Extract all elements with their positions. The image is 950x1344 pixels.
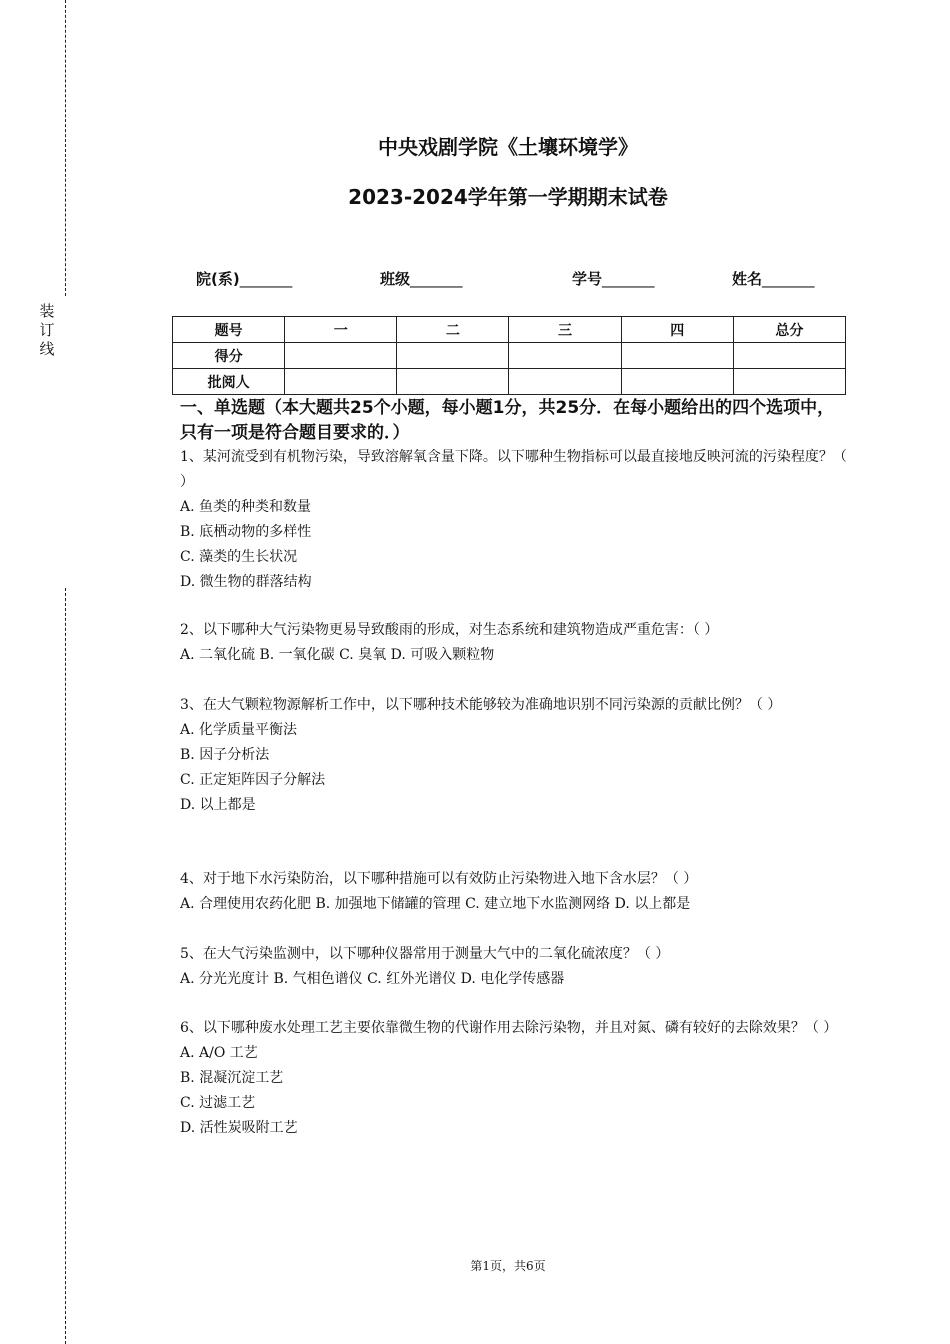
score-table-row [173, 343, 846, 369]
question-option: A. 化学质量平衡法 [180, 722, 298, 738]
score-cell [509, 369, 621, 395]
question-option: A. 分光光度计 B. 气相色谱仪 C. 红外光谱仪 D. 电化学传感器 [180, 971, 565, 987]
score-cell [621, 369, 733, 395]
score-table [172, 316, 846, 395]
score-header-cell: 二 [397, 317, 509, 343]
score-cell [733, 369, 845, 395]
info-blank: _______ [602, 270, 655, 288]
score-header-cell: 四 [621, 317, 733, 343]
info-blank: _______ [239, 270, 293, 288]
question-option: A. 合理使用农药化肥 B. 加强地下储罐的管理 C. 建立地下水监测网络 D. 以上都是 [180, 896, 691, 912]
score-cell [509, 343, 621, 369]
info-label: 姓名 [732, 270, 763, 288]
question-option: C. 藻类的生长状况 [180, 549, 298, 565]
question-4 [180, 867, 852, 917]
info-field-student-id [572, 268, 655, 289]
question-stem: 5、在大气污染监测中，以下哪种仪器常用于测量大气中的二氧化硫浓度？（ ） [180, 946, 670, 962]
binding-label: 装订线 [39, 302, 55, 358]
info-field-class [380, 268, 463, 289]
score-cell [733, 343, 845, 369]
question-3 [180, 693, 852, 818]
question-2 [180, 618, 852, 668]
score-cell [621, 343, 733, 369]
question-option: A. A/O 工艺 [180, 1045, 258, 1061]
info-label: 院(系) [196, 270, 240, 288]
question-option: D. 活性炭吸附工艺 [180, 1120, 298, 1136]
question-option: D. 微生物的群落结构 [180, 574, 312, 590]
binding-line-bottom [65, 588, 66, 1344]
exam-subtitle: 2023-2024学年第一学期期末试卷 [348, 185, 668, 209]
info-blank: _______ [410, 270, 463, 288]
question-option: B. 因子分析法 [180, 747, 270, 763]
score-cell [285, 343, 397, 369]
score-row-label: 得分 [173, 343, 285, 369]
score-cell [397, 369, 509, 395]
score-header-cell: 总分 [733, 317, 845, 343]
question-option: D. 以上都是 [180, 797, 256, 813]
score-table-row [173, 369, 846, 395]
info-label: 班级 [380, 270, 411, 288]
section-heading: 一、单选题（本大题共25个小题，每小题1分，共25分．在每小题给出的四个选项中，只有一项是符合题目要求的．） [180, 398, 835, 443]
question-stem: 2、以下哪种大气污染物更易导致酸雨的形成，对生态系统和建筑物造成严重危害：（ ） [180, 622, 719, 638]
info-label: 学号 [572, 270, 603, 288]
info-blank: _______ [762, 270, 815, 288]
score-table-header-row [173, 317, 846, 343]
question-6 [180, 1016, 852, 1141]
info-field-name [732, 268, 815, 289]
question-option: A. 二氧化硫 B. 一氧化碳 C. 臭氧 D. 可吸入颗粒物 [180, 647, 495, 663]
question-option: C. 正定矩阵因子分解法 [180, 772, 326, 788]
exam-title: 中央戏剧学院《土壤环境学》 [378, 135, 638, 159]
question-option: C. 过滤工艺 [180, 1095, 256, 1111]
info-field-department [196, 268, 292, 289]
question-option: B. 底栖动物的多样性 [180, 524, 312, 540]
score-cell [285, 369, 397, 395]
question-option: B. 混凝沉淀工艺 [180, 1070, 284, 1086]
question-stem: 6、以下哪种废水处理工艺主要依靠微生物的代谢作用去除污染物，并且对氮、磷有较好的去除效果？（ ） [180, 1020, 838, 1036]
score-cell [397, 343, 509, 369]
question-stem: 3、在大气颗粒物源解析工作中，以下哪种技术能够较为准确地识别不同污染源的贡献比例？（ ） [180, 697, 782, 713]
score-header-cell: 三 [509, 317, 621, 343]
score-row-label: 批阅人 [173, 369, 285, 395]
question-stem: 4、对于地下水污染防治，以下哪种措施可以有效防止污染物进入地下含水层？（ ） [180, 871, 698, 887]
question-stem: 1、某河流受到有机物污染，导致溶解氧含量下降。以下哪种生物指标可以最直接地反映河流的污染程度？（ ） [180, 449, 847, 490]
page-footer: 第1页，共6页 [470, 1259, 546, 1273]
question-1 [180, 445, 852, 595]
question-5 [180, 942, 852, 992]
score-header-cell: 题号 [173, 317, 285, 343]
score-header-cell: 一 [285, 317, 397, 343]
question-option: A. 鱼类的种类和数量 [180, 499, 312, 515]
